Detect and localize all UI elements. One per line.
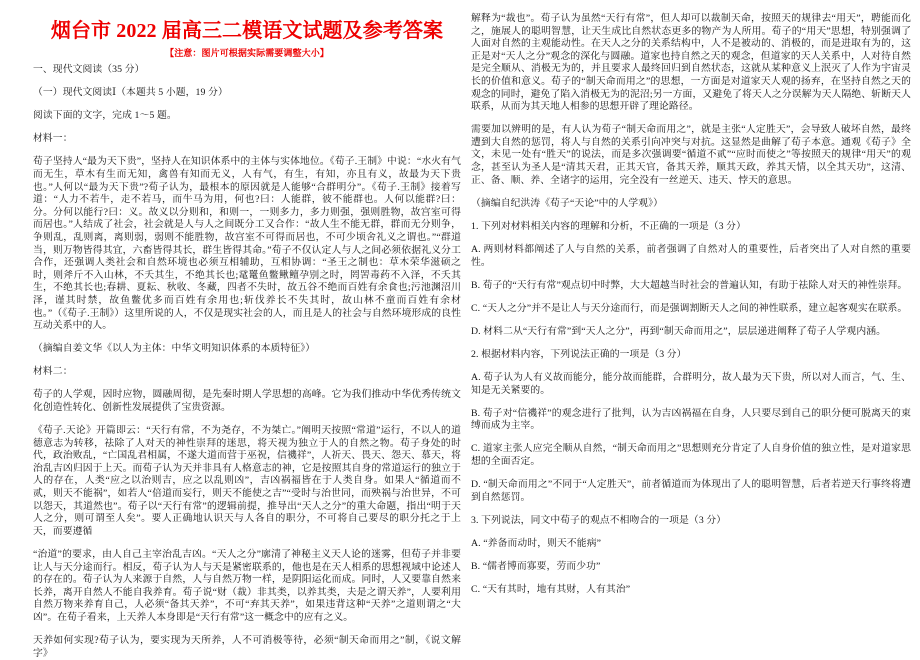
- material-one-source: （摘编自姜文华《以人为主体：中华文明知识体系的本质特征》）: [33, 343, 316, 355]
- question-2-option-a: A. 荀子认为人有义故而能分，能分故而能群，合群明分，故人最为天下贵，所以对人而言，气、生、知是无关紧要的。: [471, 371, 911, 396]
- material-two-para-4: 天养如何实现?荀子认为，要实现为天所养，人不可消极等待，必须“制天命而用之”制，《说文解字》: [33, 634, 461, 659]
- reading-instruction: 阅读下面的文字，完成 1～5 题。: [33, 110, 177, 122]
- question-1-option-c: C. “天人之分”并不是让人与天分途而行，而是强调割断天人之间的神性联系，建立起客观实在联系。: [471, 302, 908, 314]
- question-1-option-b: B. 荀子的“天行有常”观点切中时弊，大大超越当时社会的普遍认知，有助于祛除人对天的神性崇拜。: [471, 279, 908, 291]
- question-1-option-a: A. 两则材料都阐述了人与自然的关系，前者强调了自然对人的重要性，后者突出了人对自然的重要性。: [471, 243, 911, 268]
- question-3-stem: 3. 下列说法，同文中荀子的观点不相吻合的一项是（3 分）: [471, 514, 727, 526]
- material-two-para-1: 荀子的人学观，因时应物，圆融周彻，是先秦时期人学思想的高峰。它为我们推动中华优秀传统文化创造性转化、创新性发展提供了宝贵资源。: [33, 389, 461, 413]
- question-3-option-c: C. “天有其时，地有其财，人有其治”: [471, 584, 631, 595]
- material-one-text: 荀子坚持人“最为天下贵”，坚持人在知识体系中的主体与实体地位。《荀子.王制》中说：“水火有气而无生，草木有生而无知，禽兽有知而无义，人有气，有生，有知，亦且有义，故最为天下贵也。”人何以“最为天下贵”?荀子认为，最根本的原因就是人能够“合群明分”。《荀子.王制》接着写道：“人力不若牛，走不若马，而牛马为用，何也?曰：人能群，彼不能群也。人何以能群?曰：分。分何以能行?曰：义。故义以分则和，和则一，一则多力，多力则强，强则胜物，故宫室可得而居也。”人结成了社会，社会就是人与人之间既分工又合作：“故人生不能无群，群而无分则争，争则乱，乱则离，离则弱，弱则不能胜物，故宫室不可得而居也，不可少顷舍礼义之谓也。”“群道当，则万物皆得其宜，六畜皆得其长，群生皆得其命。”荀子不仅认定人与人之间必须依据礼义分工合作，还强调人类社会和自然环境也必须互相辅助，互相协调：“圣王之制也：草木荣华滋硕之时，则斧斤不入山林，不夭其生，不绝其长也;鼋鼍鱼鳖鳅鳣孕别之时，罔罟毒药不入泽，不夭其生，不绝其长也;春耕、夏耘、秋收、冬藏，四者不失时，故五谷不绝而百姓有余食也;污池渊沼川泽，谨其时禁，故鱼鳖优多而百姓有余用也;斩伐养长不失其时，故山林不童而百姓有余材也。”（《荀子.王制》）这里所说的人，不仅是现实社会的人，而且是人的社会与自然环境形成的良性互动关系中的人。: [33, 156, 461, 332]
- section-heading: 一、现代文阅读（35 分）: [33, 64, 145, 75]
- question-1-option-d: D. 材料二从“天行有常”到“天人之分”，再到“制天命而用之”，层层递进阐释了荀子人学观内涵。: [471, 325, 887, 337]
- question-3-option-b: B. “儒者博而寡要，劳而少功”: [471, 560, 601, 572]
- question-2-option-c: C. 道家主张人应完全顺从自然，“制天命而用之”思想则充分肯定了人自身价值的独立性，是对道家思想的全面否定。: [471, 443, 911, 467]
- question-3-option-a: A. “养备而动时，则天不能病”: [471, 537, 602, 549]
- page-title: 烟台市 2022 届高三二模语文试题及参考答案: [50, 20, 444, 42]
- left-column: [33, 13, 461, 659]
- material-two-para-3: “治道”的要求，由人自己主宰治乱吉凶。“天人之分”廓清了神秘主义天人论的迷雾，但荀子并非要让人与天分途而行。相反，荀子认为人与天是紧密联系的，他也是在天人相系的思想视域中论述人的存在的。荀子认为人来源于自然，人与自然万物一样，是阴阳运化而成。同时，人又要靠自然来长养，离开自然人不能自我养育。荀子说“财（裁）非其类，以养其类，夫是之谓天养”，人要利用自然万物来养育自己，人必须“备其天养”，不可“弃其天养”，如果违背这种“天养”之道则谓之“大凶”。在荀子看来，上天养人本身即是“天行有常”这一概念中的应有之义。: [33, 548, 461, 623]
- question-2-option-d: D. “制天命而用之”不同于“人定胜天”，前者循道而为体现出了人的聪明智慧，后者若逆天行事终将遭到自然惩罚。: [471, 479, 911, 503]
- question-2-stem: 2. 根据材料内容，下列说法正确的一项是（3 分）: [471, 348, 687, 360]
- right-column: [471, 13, 911, 651]
- question-1-stem: 1. 下列对材料相关内容的理解和分析，不正确的一项是（3 分）: [471, 220, 746, 232]
- resize-notice: 【注意：图片可根据实际需要调整大小】: [165, 48, 329, 58]
- material-two-label: 材料二：: [33, 366, 73, 378]
- subsection-heading: （一）现代文阅读Ⅰ（本题共 5 小题，19 分）: [33, 87, 228, 99]
- material-two-para-2: 《荀子.天论》开篇即云：“天行有常，不为尧存，不为桀亡。”阐明天按照“常道”运行，不以人的道德意志为转移，祛除了人对天的神性崇拜的迷思，将天视为独立于人的自然之物。荀子身处的时代，政治败乱，“亡国乱君相属，不遂大道而营于巫祝，信禨祥”，人祈天、畏天、怨天、慕天，将治乱吉凶归因于上天。而荀子认为天并非具有人格意志的神，它是按照其自身的常道运行的独立于人的存在，人类“应之以治则吉，应之以乱则凶”，吉凶祸福皆在于人类自身。如果人“循道而不贰，则天不能祸”，如若人“倍道而妄行，则天不能使之吉”“受时与治世同，而殃祸与治世异，不可以怨天，其道然也”。荀子以“天行有常”的逻辑前提，推导出“天人之分”的重大命题，指出“明于天人之分，则可谓至人矣”。要人正确地认识天与人各自的职分，不可将自己要尽的职分托之于上天，而要遵循: [33, 425, 461, 537]
- material-one-label: 材料一：: [33, 133, 73, 145]
- question-2-option-b: B. 荀子对“信禨祥”的观念进行了批判，认为吉凶祸福在自身，人只要尽到自己的职分便可脱离天的束缚而成为主宰。: [471, 407, 911, 432]
- material-two-continued-para-1: 解释为“裁也”。荀子认为虽然“天行有常”，但人却可以裁制天命，按照天的规律去“用天”，聘能而化之，施展人的聪明智慧，让天生成比自然状态更多的物产为人所用。荀子的“用天”思想，特别强调了人面对自然的主观能动性。在天人之分的关系结构中，人不是被动的、消极的，而是进取有为的，这正是对“天人之分”观念的深化与圆融。道家也持自然之天的观念，但道家的天人关系中，人对待自然是完全顺从、消极无为的，并且要求人最终回归到自然状态，这就从某种意义上泯灭了人作为宇宙灵长的价值和意义。荀子的“制天命而用之”的思想，一方面是对道家天人观的扬弃，在坚持自然之天的观念的同时，避免了陷入消极无为的泥沼;另一方面，又避免了将天人之分误解为天人隔绝、斩断天人联系，从而为其天地人相参的思想开辟了理论路径。: [471, 13, 911, 113]
- material-two-continued-para-2: 需要加以辨明的是，有人认为荀子“制天命而用之”，就是主张“人定胜天”，会导致人破坏自然，最终遭到大自然的惩罚，将人与自然的关系引向冲突与对抗。这显然是曲解了荀子本意。通观《荀子》全文，未见一处有“胜天”的说法，而是多次强调要“循道不贰”“应时而使之”等按照天的规律“用天”的观念，甚至认为圣人是“清其天君，正其天官，备其天养，顺其天政，养其天情，以全其天功”，这清、正、备、顺、养、全诸字的运用，完全没有一丝逆天、违天、悖天的意思。: [471, 124, 911, 186]
- material-two-source: （摘编自纪洪涛《荀子“天论”中的人学观》）: [471, 197, 664, 209]
